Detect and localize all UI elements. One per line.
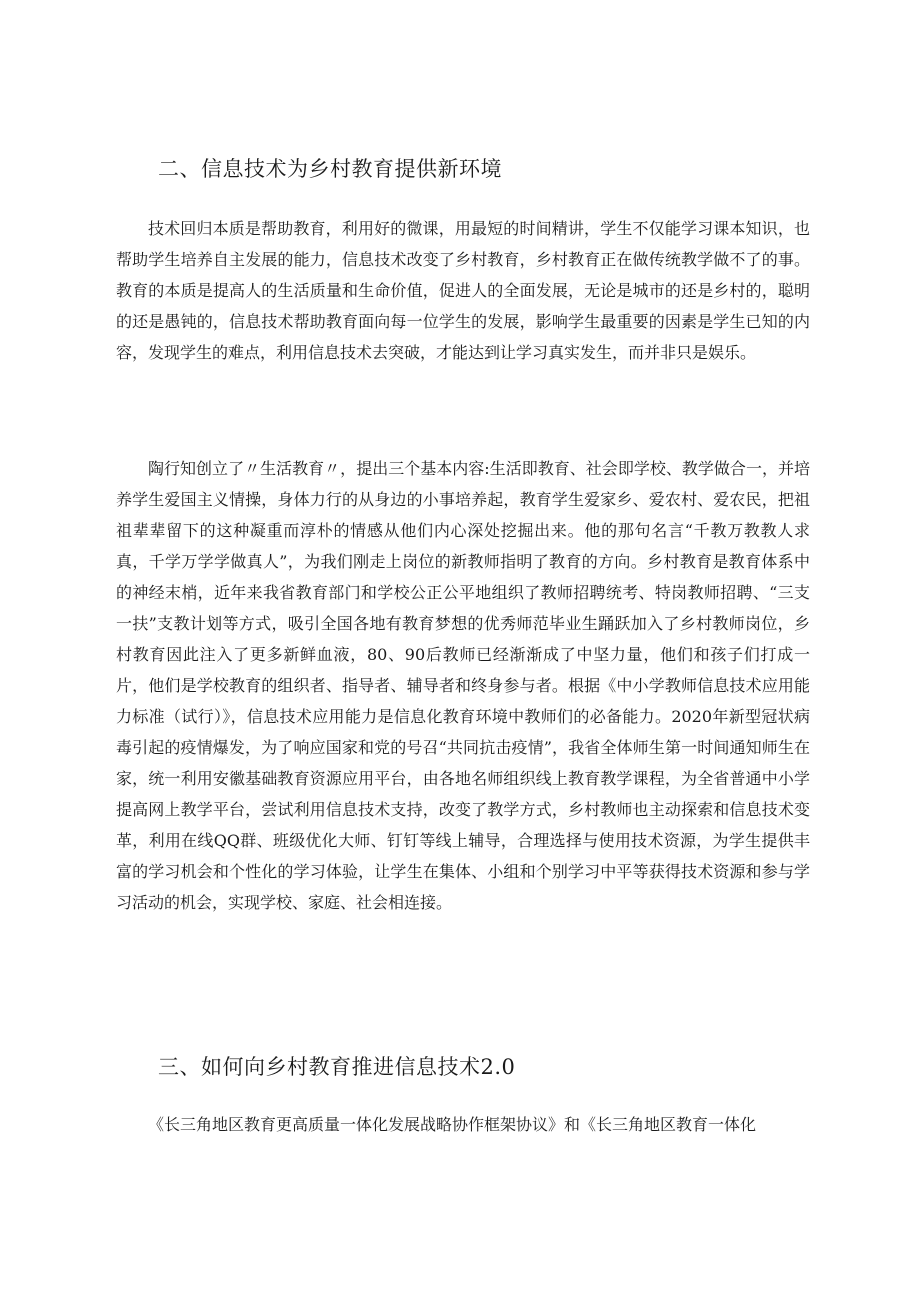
body-paragraph-1: 技术回归本质是帮助教育，利用好的微课，用最短的时间精讲，学生不仅能学习课本知识，也帮助学生培养自主发展的能力，信息技术改变了乡村教育，乡村教育正在做传统教学做不了的事。教育的本质是提高人的生活质量和生命价值，促进人的全面发展，无论是城市的还是乡村的，聪明的还是愚钝的，信息技术帮助教育面向每一位学生的发展，影响学生最重要的因素是学生已知的内容，发现学生的难点，利用信息技术去突破，才能达到让学习真实发生，而并非只是娱乐。 xyxy=(116,219,810,362)
body-paragraph-3: 《长三角地区教育更高质量一体化发展战略协作框架协议》和《长三角地区教育一体化 xyxy=(148,1115,757,1134)
section-heading-3: 三、如何向乡村教育推进信息技术2.0 xyxy=(158,1055,516,1079)
section-heading-2: 二、信息技术为乡村教育提供新环境 xyxy=(158,157,502,181)
body-paragraph-2: 陶行知创立了〃生活教育〃，提出三个基本内容:生活即教育、社会即学校、教学做合一，并培养学生爱国主义情操，身体力行的从身边的小事培养起，教育学生爱家乡、爱农村、爱农民，把祖祖辈辈留下的这种凝重而淳朴的情感从他们内心深处挖掘出来。他的那句名言“千教万教教人求真，千学万学学做真人”，为我们刚走上岗位的新教师指明了教育的方向。乡村教育是教育体系中的神经末梢，近年来我省教育部门和学校公正公平地组织了教师招聘统考、特岗教师招聘、“三支一扶”支教计划等方式，吸引全国各地有教育梦想的优秀师范毕业生踊跃加入了乡村教师岗位，乡村教育因此注入了更多新鲜血液，80、90后教师已经渐渐成了中坚力量，他们和孩子们打成一片，他们是学校教育的组织者、指导者、辅导者和终身参与者。根据《中小学教师信息技术应用能力标准（试行）》，信息技术应用能力是信息化教育环境中教师们的必备能力。2020年新型冠状病毒引起的疫情爆发，为了响应国家和党的号召“共同抗击疫情”，我省全体师生第一时间通知师生在家，统一利用安徽基础教育资源应用平台，由各地名师组织线上教育教学课程，为全省普通中小学提高网上教学平台，尝试利用信息技术支持，改变了教学方式，乡村教师也主动探索和信息技术变革，利用在线QQ群、班级优化大师、钉钉等线上辅导，合理选择与使用技术资源，为学生提供丰富的学习机会和个性化的学习体验，让学生在集体、小组和个别学习中平等获得技术资源和参与学习活动的机会，实现学校、家庭、社会相连接。 xyxy=(116,459,810,912)
